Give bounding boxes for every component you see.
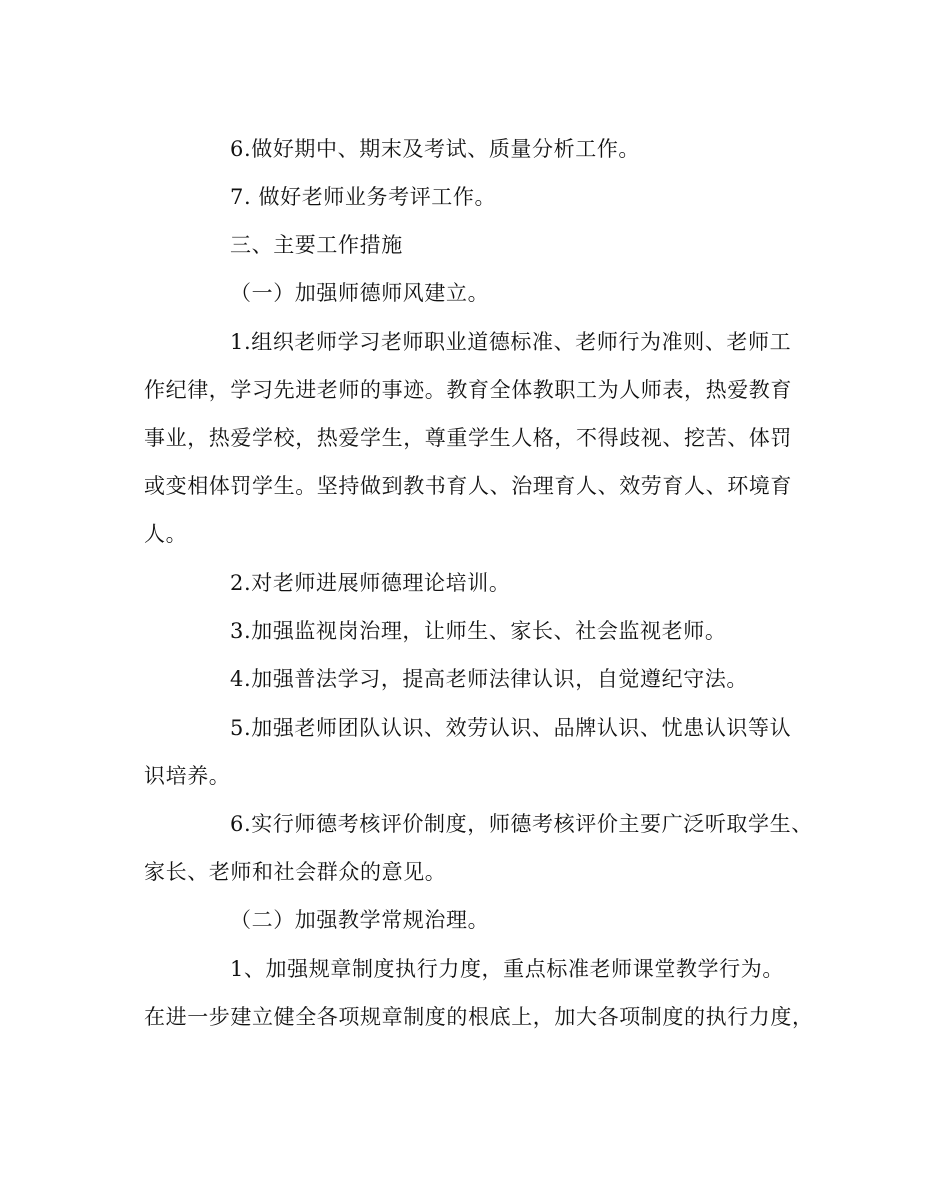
text-line: 1.组织老师学习老师职业道德标准、老师行为准则、老师工 (230, 330, 792, 354)
text-line: 人。 (144, 522, 188, 546)
text-line: 事业，热爱学校，热爱学生，尊重学生人格，不得歧视、挖苦、体罚 (144, 426, 792, 450)
text-line: 识培养。 (144, 764, 231, 788)
text-line: 2.对老师进展师德理论培训。 (230, 571, 511, 595)
text-line: 7. 做好老师业务考评工作。 (230, 185, 497, 209)
text-line: 1、加强规章制度执行力度，重点标准老师课堂教学行为。 (230, 957, 784, 981)
text-line: 在进一步建立健全各项规章制度的根底上，加大各项制度的执行力度， (144, 1005, 814, 1029)
text-line: 或变相体罚学生。坚持做到教书育人、治理育人、效劳育人、环境育 (144, 474, 792, 498)
text-line: 6.实行师德考核评价制度，师德考核评价主要广泛听取学生、 (230, 812, 813, 836)
text-line: 3.加强监视岗治理，让师生、家长、社会监视老师。 (230, 619, 727, 643)
text-line: 6.做好期中、期末及考试、质量分析工作。 (230, 137, 641, 161)
text-line: 家长、老师和社会群众的意见。 (144, 860, 447, 884)
text-line: 5.加强老师团队认识、效劳认识、品牌认识、忧患认识等认 (230, 716, 792, 740)
subsection-heading: （一）加强师德师风建立。 (230, 281, 490, 305)
section-heading: 三、主要工作措施 (230, 233, 403, 257)
text-line: 作纪律，学习先进老师的事迹。教育全体教职工为人师表，热爱教育 (144, 378, 792, 402)
text-line: 4.加强普法学习，提高老师法律认识，自觉遵纪守法。 (230, 667, 749, 691)
subsection-heading: （二）加强教学常规治理。 (230, 908, 490, 932)
